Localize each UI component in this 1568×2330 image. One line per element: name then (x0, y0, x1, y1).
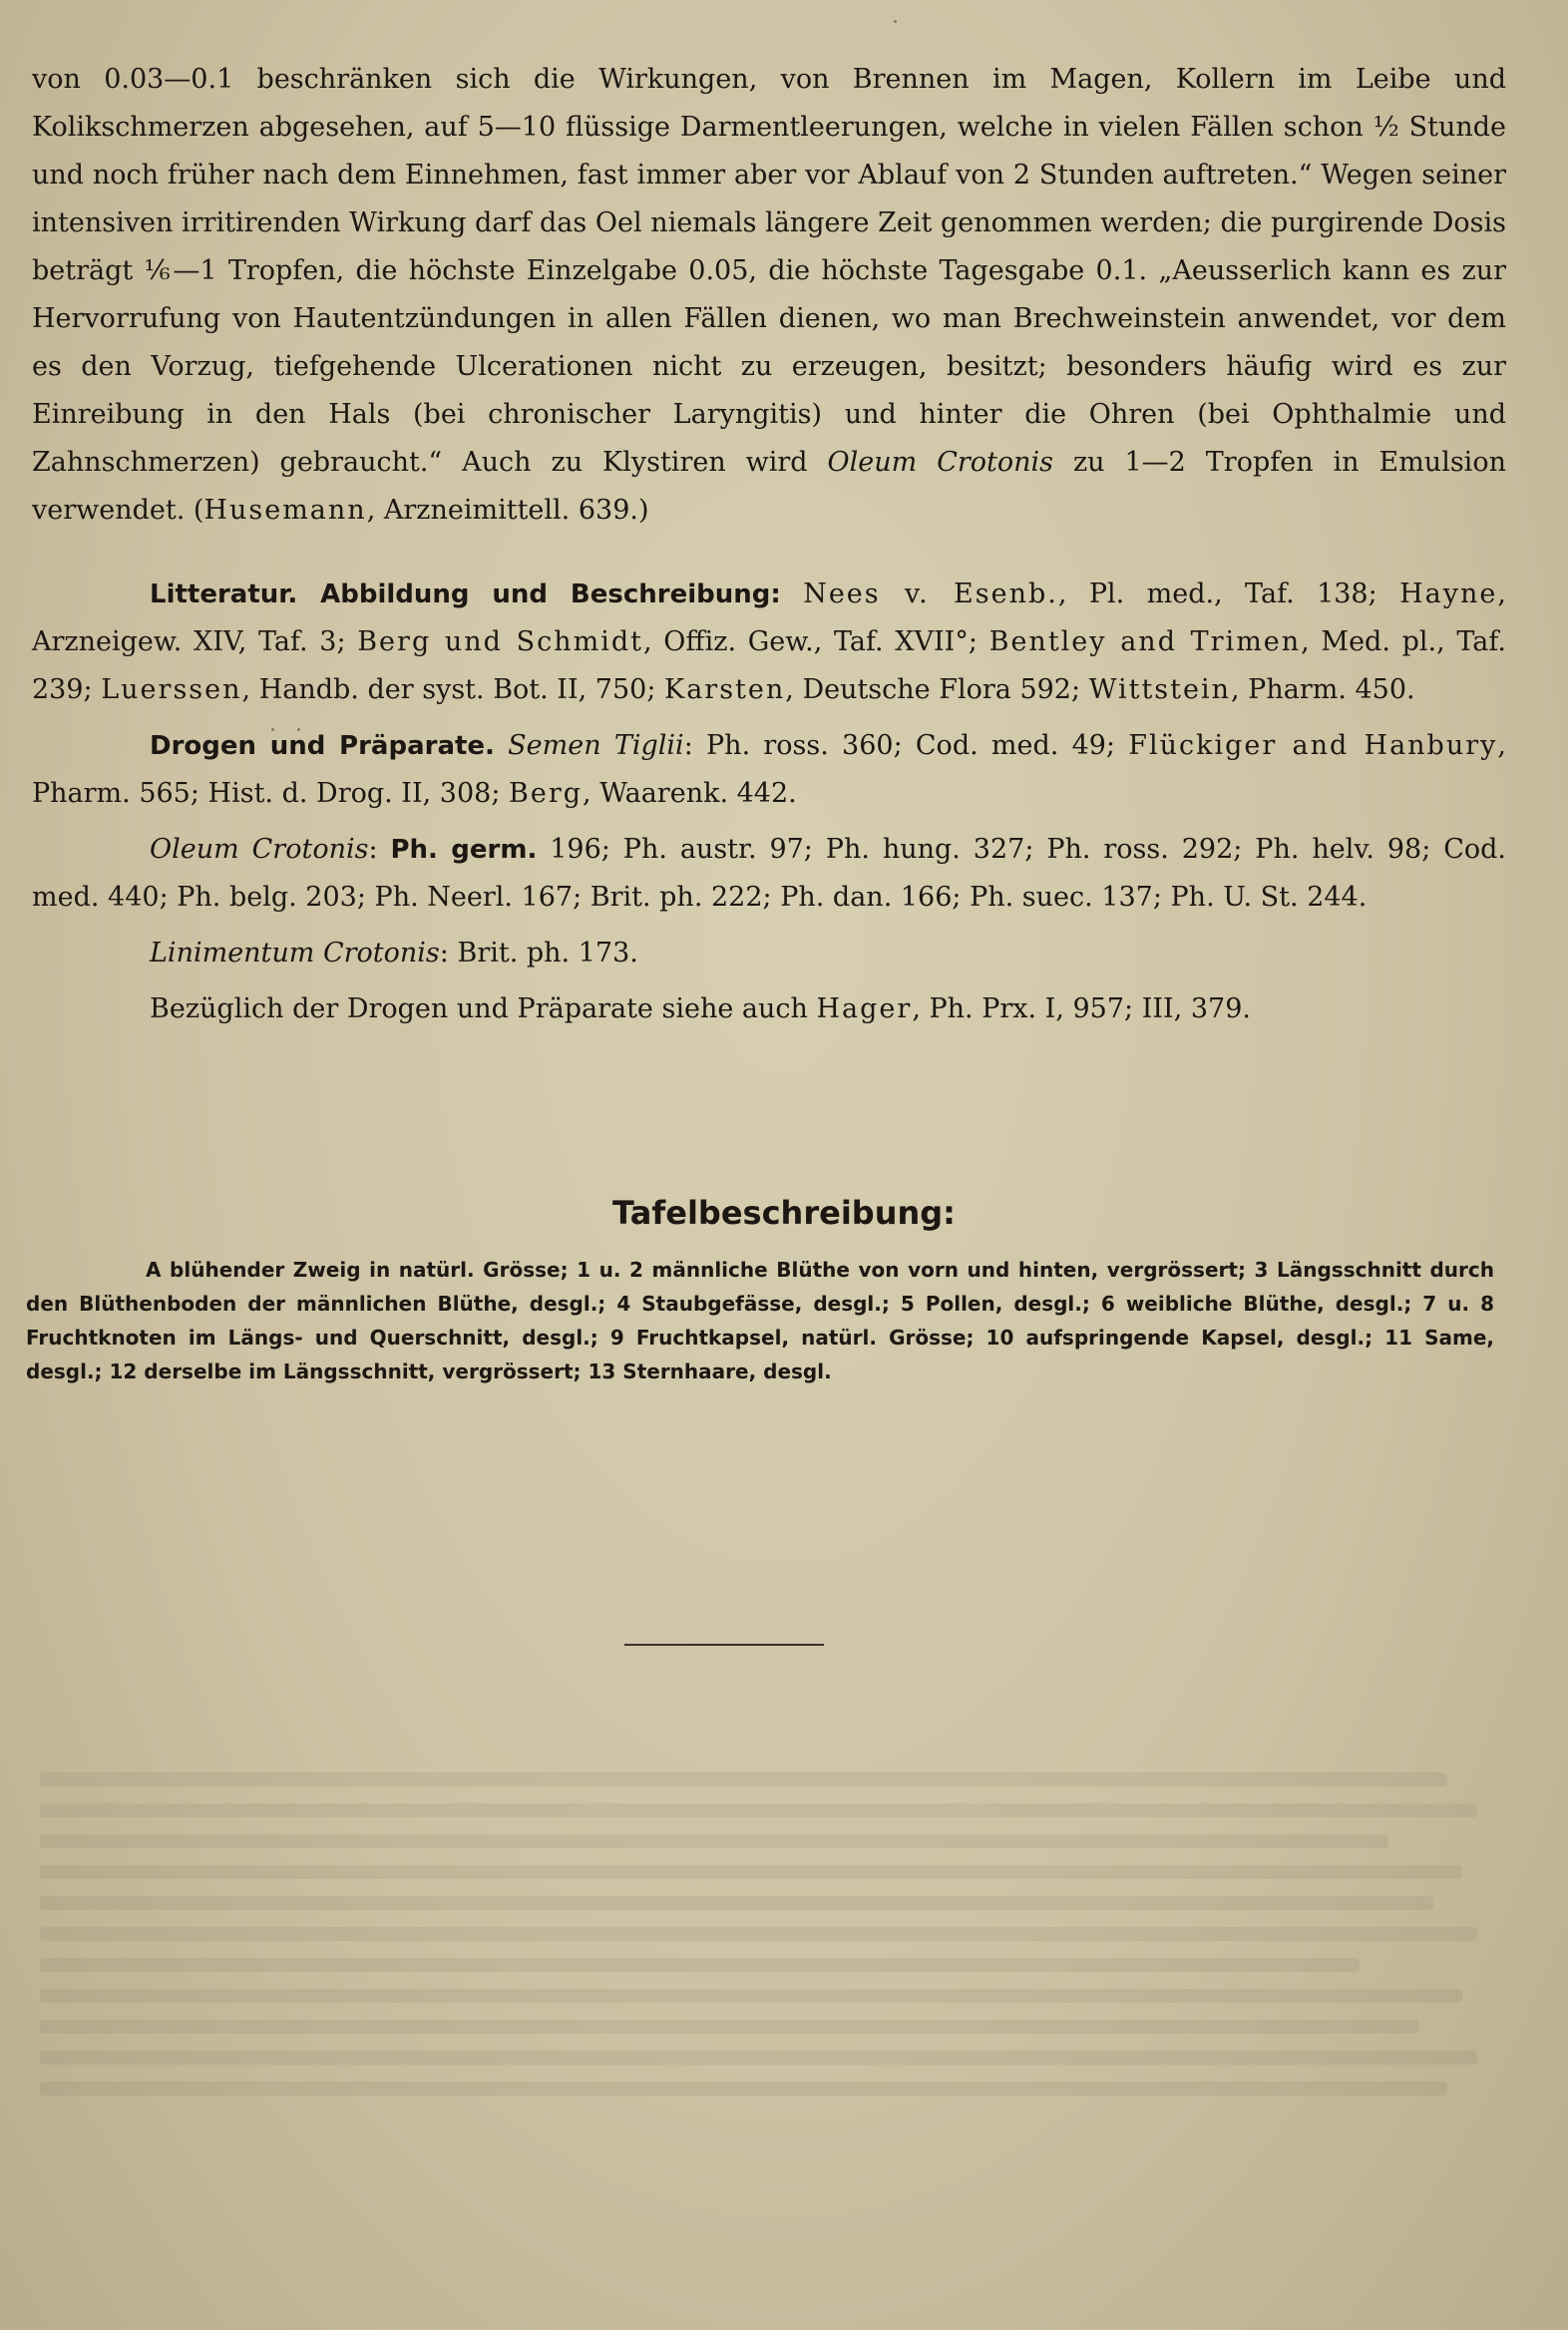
author-wittstein: Wittstein (1088, 674, 1232, 705)
tafel-description: A blühender Zweig in natürl. Grösse; 1 u. 2 männliche Blüthe von vorn und hinten, vergrössert; 3 Längsschnitt durch den Blüthenboden der männlichen Blüthe, desgl.; 4 Staubgefässe, desgl.; 5 Pollen, desgl.; 6 weibliche Blüthe, desgl.; 7 u. 8 Fruchtknoten im Längs- und Querschnitt, desgl.; 9 Fruchtkapsel, natürl. Grösse; 10 aufspringende Kapsel, desgl.; 11 Same, desgl.; 12 derselbe im Längsschnitt, vergrössert; 13 Sternhaare, desgl. (26, 1258, 1494, 1383)
litteratur-ref: , Offiz. Gew., Taf. XVII°; (643, 626, 978, 657)
liniment-refs: : Brit. ph. 173. (439, 938, 638, 969)
litteratur-paragraph (32, 571, 1506, 714)
semen-term: Semen Tiglii (508, 730, 684, 761)
section-divider (624, 1644, 824, 1646)
ph-germ: Ph. germ. (390, 835, 538, 865)
oleum-term: Oleum Crotonis (150, 834, 369, 865)
author-flueckiger: Flückiger and Hanbury (1128, 730, 1498, 761)
author-hager: Hager (816, 993, 913, 1024)
litteratur-heading: Litteratur. Abbildung und Beschreibung: (150, 580, 781, 609)
drogen-heading: Drogen und Präparate. (150, 731, 495, 761)
drogen-ref: , Pharm. 565; Hist. d. Drog. II, 308; (32, 730, 1506, 809)
intro-text-after: zu 1—2 Tropfen in Emulsion verwendet. ( (32, 447, 1506, 526)
intro-text: von 0.03—0.1 beschränken sich die Wirkungen, von Brennen im Magen, Kollern im Leibe und Kolikschmerzen abgesehen, auf 5—10 flüssige Darmentleerungen, welche in vielen Fällen schon ½ Stunde und noch früher nach dem Einnehmen, fast immer aber vor Ablauf von 2 Stunden auftreten.“ Wegen seiner intensiven irritirenden Wirkung darf das Oel niemals längere Zeit genommen werden; die purgirende Dosis beträgt ⅙—1 Tropfen, die höchste Einzelgabe 0.05, die höchste Tagesgabe 0.1. „Aeusserlich kann es zur Hervorrufung von Hautentzündungen in allen Fällen dienen, wo man Brechweinstein anwendet, vor dem es den Vorzug, tiefgehende Ulcerationen nicht zu erzeugen, besitzt; besonders häufig wird es zur Einreibung in den Hals (bei chronischer Laryngitis) und hinter die Ohren (bei Ophthalmie und Zahnschmerzen) gebraucht.“ Auch zu Klystiren wird (32, 64, 1506, 478)
author-luerssen: Luerssen (101, 674, 242, 705)
author-nees: Nees v. Esenb. (803, 579, 1058, 609)
liniment-term: Linimentum Crotonis (150, 938, 440, 969)
intro-author: Husemann (203, 495, 367, 526)
litteratur-ref: , Deutsche Flora 592; (785, 674, 1081, 705)
paper-speck (894, 20, 897, 23)
bezueglich-paragraph (32, 985, 1506, 1033)
litteratur-ref: , Arzneigew. XIV, Taf. 3; (32, 579, 1506, 657)
author-bentley: Bentley and Trimen (988, 626, 1302, 657)
drogen-ref: : Ph. ross. 360; Cod. med. 49; (683, 730, 1116, 761)
litteratur-ref: , Med. pl., Taf. 239; (32, 626, 1506, 705)
author-hayne: Hayne (1399, 579, 1498, 609)
drogen-ref: , Waarenk. 442. (583, 778, 797, 809)
bezueglich-text: Bezüglich der Drogen und Präparate siehe auch (150, 993, 808, 1024)
intro-citation: , Arzneimittell. 639.) (366, 495, 649, 526)
references-section (32, 571, 1506, 1041)
litteratur-ref: , Pharm. 450. (1231, 674, 1415, 705)
author-berg-waarenk: Berg (509, 778, 584, 809)
liniment-paragraph (32, 930, 1506, 977)
hager-refs: , Ph. Prx. I, 957; III, 379. (912, 993, 1251, 1024)
tafel-heading: Tafelbeschreibung: (612, 1194, 956, 1232)
author-karsten: Karsten (664, 674, 786, 705)
oleum-paragraph: Oleum Crotonis: Ph. germ. 196; Ph. austr. 97; Ph. hung. 327; Ph. ross. 292; Ph. helv. 98; Cod. med. 440; Ph. belg. 203; Ph. Neerl. 167; Brit. ph. 222; Ph. dan. 166; Ph. suec. 137; Ph. U. St. 244. (32, 834, 1507, 913)
litteratur-ref: , Handb. der syst. Bot. II, 750; (241, 674, 656, 705)
intro-italic-term: Oleum Crotonis (827, 447, 1054, 478)
bleed-through-texture (40, 1755, 1506, 2113)
intro-paragraph (32, 56, 1506, 535)
litteratur-ref: , Pl. med., Taf. 138; (1057, 579, 1377, 609)
drogen-paragraph (32, 722, 1506, 818)
author-berg: Berg und Schmidt (357, 626, 644, 657)
oleum-refs: 196; Ph. austr. 97; Ph. hung. 327; Ph. ross. 292; Ph. helv. 98; Cod. med. 440; Ph. belg. 203; Ph. Neerl. 167; Brit. ph. 222; Ph. dan. 166; Ph. suec. 137; Ph. U. St. 244. (32, 834, 1507, 913)
